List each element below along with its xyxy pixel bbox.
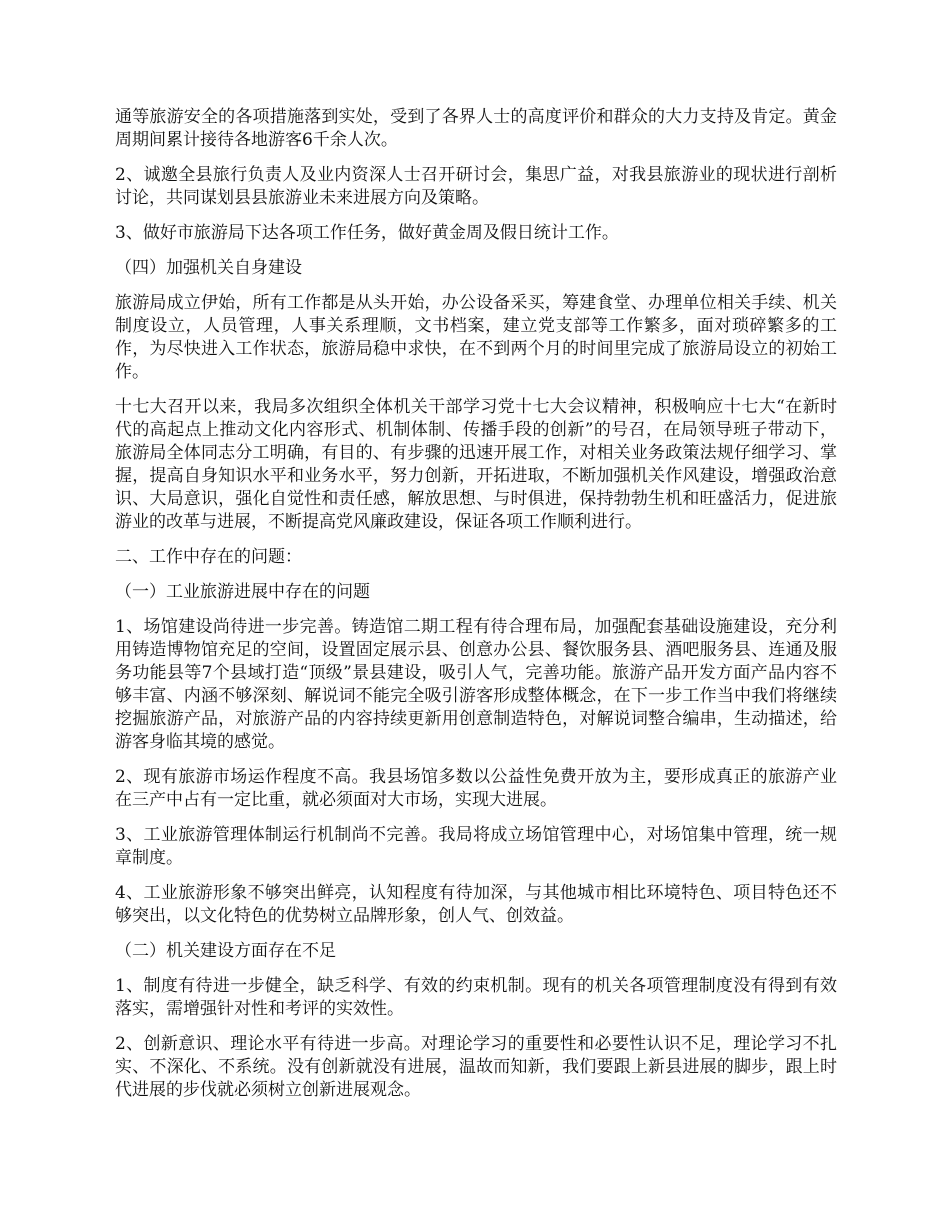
subsection-heading-industrial-tourism: （一）工业旅游进展中存在的问题 <box>115 582 370 602</box>
paragraph-institutional-system: 1、制度有待进一步健全，缺乏科学、有效的约束机制。现有的机关各项管理制度没有得到有效落实，需增强针对性和考评的实效性。 <box>115 976 837 1019</box>
paragraph-innovation-awareness: 2、创新意识、理论水平有待进一步高。对理论学习的重要性和必要性认识不足，理论学习不扎实、不深化、不系统。没有创新就没有进展，温故而知新，我们要跟上新县进展的脚步，跟上时代进展的步伐就必须树立创新进展观念。 <box>115 1034 837 1100</box>
paragraph-seminar: 2、诚邀全县旅行负责人及业内资深人士召开研讨会，集思广益，对我县旅游业的现状进行剖析讨论，共同谋划县县旅游业未来进展方向及策略。 <box>115 165 837 208</box>
section-heading-organ-building: （四）加强机关自身建设 <box>115 258 302 278</box>
paragraph-seventeenth-congress: 十七大召开以来，我局多次组织全体机关干部学习党十七大会议精神，积极响应十七大“在新时代的高起点上推动文化内容形式、机制体制、传播手段的创新”的号召，在局领导班子带动下，旅游局全体同志分工明确，有目的、有步骤的迅速开展工作，对相关业务政策法规仔细学习、掌握，提高自身知识水平和业务水平，努力创新，开拓进取，不断加强机关作风建设，增强政治意识、大局意识，强化自觉性和责任感，解放思想、与时俱进，保持勃勃生机和旺盛活力，促进旅游业的改革与进展，不断提高党风廉政建设，保证各项工作顺利进行。 <box>115 397 837 532</box>
subsection-heading-organ-shortcomings: （二）机关建设方面存在不足 <box>115 941 336 961</box>
section-heading-problems: 二、工作中存在的问题： <box>115 547 302 567</box>
paragraph-tourism-image: 4、工业旅游形象不够突出鲜亮，认知程度有待加深，与其他城市相比环境特色、项目特色还不够突出，以文化特色的优势树立品牌形象，创人气、创效益。 <box>115 883 837 926</box>
paragraph-management-system: 3、工业旅游管理体制运行机制尚不完善。我局将成立场馆管理中心，对场馆集中管理，统一规章制度。 <box>115 825 837 868</box>
paragraph-market-operation: 2、现有旅游市场运作程度不高。我县场馆多数以公益性免费开放为主，要形成真正的旅游产业在三产中占有一定比重，就必须面对大市场，实现大进展。 <box>115 767 837 810</box>
paragraph-intro-safety: 通等旅游安全的各项措施落到实处，受到了各界人士的高度评价和群众的大力支持及肯定。黄金周期间累计接待各地游客6千余人次。 <box>115 107 837 150</box>
document-page <box>115 106 837 1114</box>
paragraph-venue-construction: 1、场馆建设尚待进一步完善。铸造馆二期工程有待合理布局，加强配套基础设施建设，充分利用铸造博物馆充足的空间，设置固定展示县、创意办公县、餐饮服务县、酒吧服务县、连通及服务功能县等7个县域打造“顶级”景县建设，吸引人气，完善功能。旅游产品开发方面产品内容不够丰富、内涵不够深刻、解说词不能完全吸引游客形成整体概念，在下一步工作当中我们将继续挖掘旅游产品，对旅游产品的内容持续更新用创意制造特色，对解说词整合编串，生动描述，给游客身临其境的感觉。 <box>115 617 837 752</box>
paragraph-bureau-founding: 旅游局成立伊始，所有工作都是从头开始，办公设备采买，筹建食堂、办理单位相关手续、机关制度设立，人员管理，人事关系理顺，文书档案，建立党支部等工作繁多，面对琐碎繁多的工作，为尽快进入工作状态，旅游局稳中求快，在不到两个月的时间里完成了旅游局设立的初始工作。 <box>115 293 837 382</box>
paragraph-statistics: 3、做好市旅游局下达各项工作任务，做好黄金周及假日统计工作。 <box>115 223 619 243</box>
